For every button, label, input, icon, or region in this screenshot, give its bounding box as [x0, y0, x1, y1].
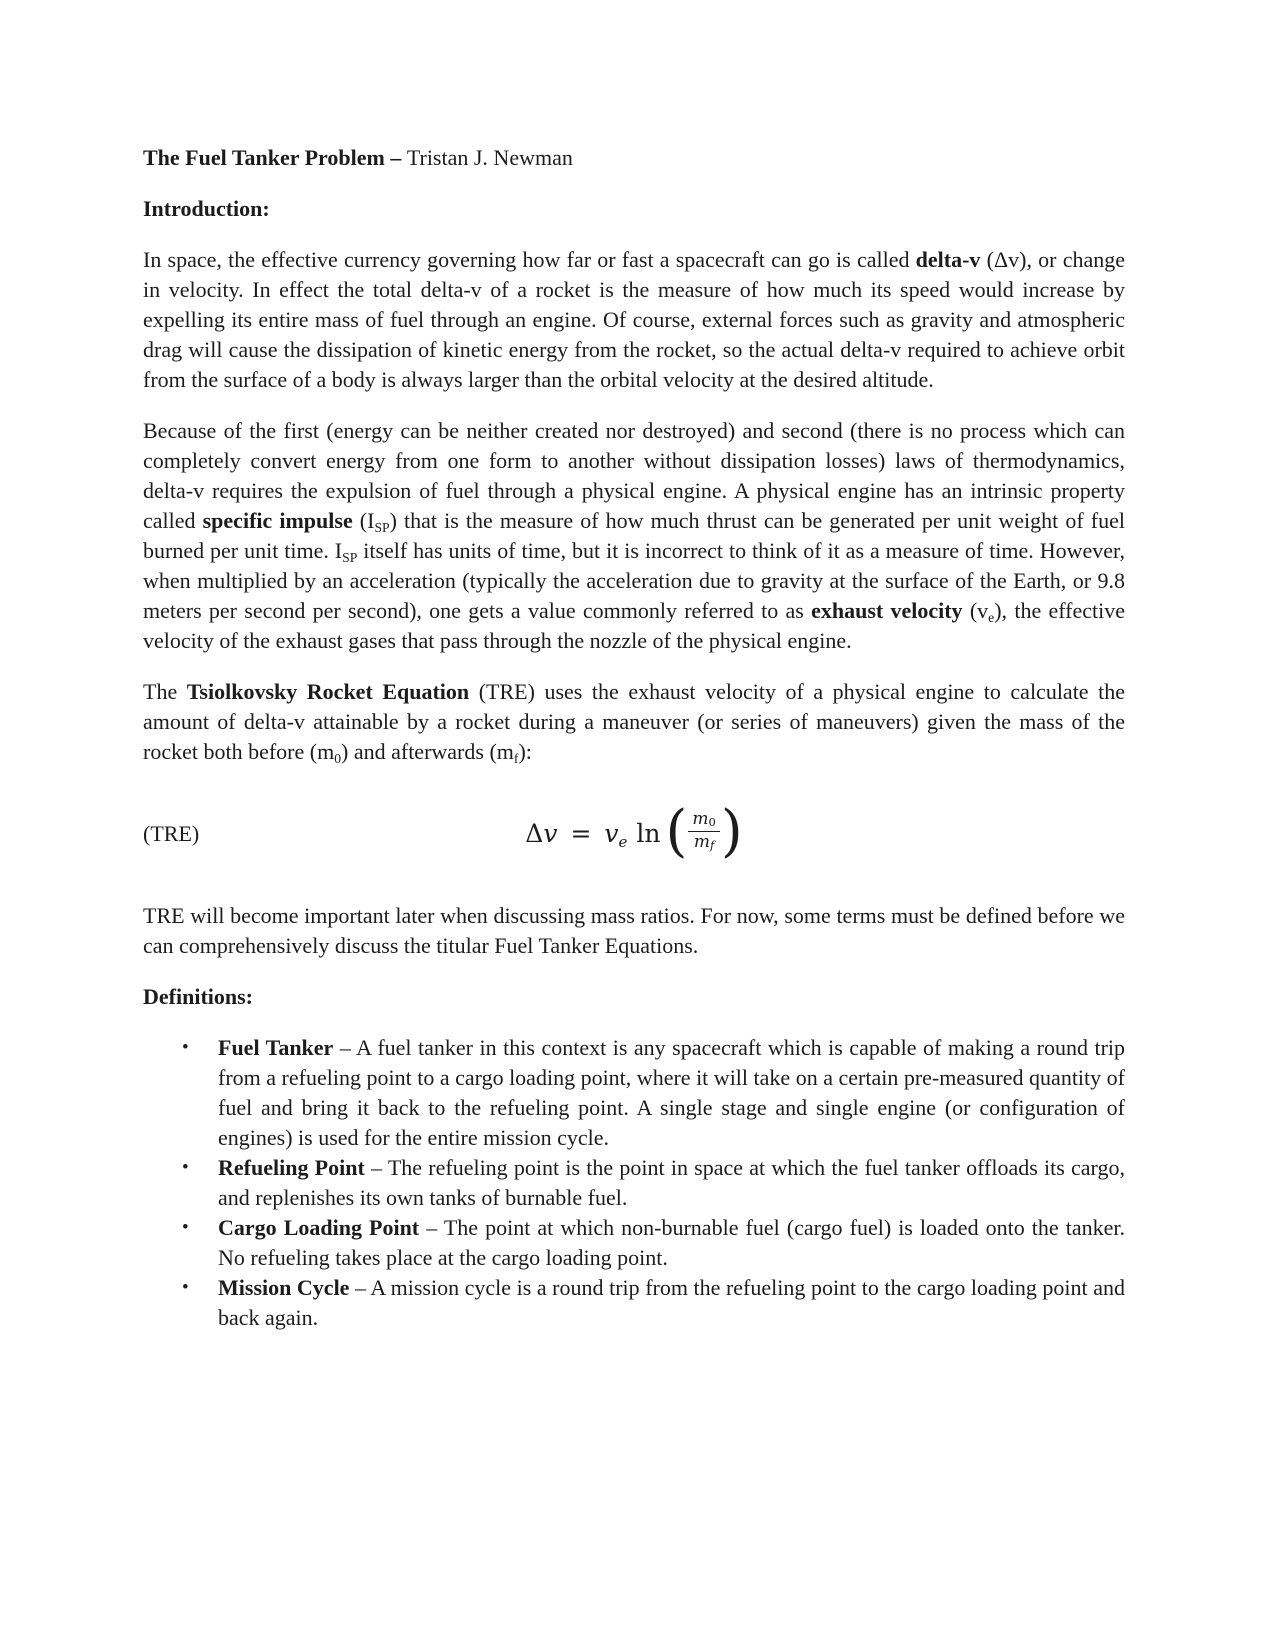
bullet-icon: • — [182, 1277, 189, 1298]
definition-text: – The point at which non-burnable fuel (cargo fuel) is loaded onto the tanker. No refueling takes place at the cargo loading point. — [218, 1215, 1125, 1270]
definition-item-refueling-point — [143, 1153, 1125, 1213]
definition-term: Refueling Point — [218, 1155, 365, 1180]
bullet-icon: • — [182, 1157, 189, 1178]
text-run: ) that is the measure of how much thrust can be generated per unit weight of fuel burned per unit time. I — [143, 508, 1125, 563]
tre-equation: Δ v = v e ln ( $\frac{m_0}{m_f}$ ) — [525, 799, 743, 864]
intro-heading: Introduction: — [143, 196, 270, 221]
initial-mass-subscript: 0 — [708, 815, 716, 830]
definition-text: – A mission cycle is a round trip from the refueling point to the cargo loading point and back again. — [218, 1275, 1125, 1330]
fraction-numerator — [688, 810, 719, 832]
mass-ratio-fraction — [688, 810, 719, 852]
ln-function: ln — [636, 819, 661, 848]
definition-item-cargo-loading-point — [143, 1213, 1125, 1273]
bullet-icon: • — [182, 1037, 189, 1058]
definition-term: Mission Cycle — [218, 1275, 350, 1300]
definitions-list — [143, 1033, 1125, 1333]
paragraph-delta-v — [143, 245, 1125, 395]
text-run: (Δv), or change in velocity. In effect the total delta-v of a rocket is the measure of how much its speed would increase by expelling its entire mass of fuel through an engine. Of course, external forces such as gravity and atmospheric drag will cause the dissipation of kinetic energy from the rocket, so the actual delta-v required to achieve orbit from the surface of a body is always larger than the orbital velocity at the desired altitude. — [143, 247, 1125, 392]
paragraph-specific-impulse — [143, 416, 1125, 656]
definition-text: – The refueling point is the point in space at which the fuel tanker offloads its cargo, and replenishes its own tanks of burnable fuel. — [218, 1155, 1125, 1210]
velocity-variable: v — [543, 819, 558, 848]
paragraph-mass-ratios: TRE will become important later when discussing mass ratios. For now, some terms must be defined before we can comprehensively discuss the titular Fuel Tanker Equations. — [143, 903, 1125, 958]
subscript-run-mf: f — [513, 750, 519, 766]
subscript-run-ve: e — [988, 609, 995, 625]
definition-text: – A fuel tanker in this context is any spacecraft which is capable of making a round trip from a refueling point to a cargo loading point, where it will take on a certain pre-measured quantity of fuel and bring it back to the refueling point. A single stage and single engine (or configuration of engines) is used for the entire mission cycle. — [218, 1035, 1126, 1150]
paragraph-tre — [143, 677, 1125, 767]
text-run: (TRE) uses the exhaust velocity of a physical engine to calculate the amount of delta-v attainable by a rocket during a maneuver (or series of maneuvers) given the mass of the rocket both before (m — [143, 679, 1125, 764]
initial-mass-variable: m — [692, 808, 709, 829]
title-text: The Fuel Tanker Problem – — [143, 145, 407, 170]
title-author: Tristan J. Newman — [406, 145, 573, 170]
text-run: Because of the first (energy can be neither created nor destroyed) and second (there is no process which can completely convert energy from one form to another without dissipation losses) laws of thermodynamics, delta-v requires the expulsion of fuel through a physical engine. A physical engine has an intrinsic property called — [143, 418, 1125, 533]
bold-run-delta-v: delta-v — [915, 247, 981, 272]
final-mass-variable: m — [693, 831, 711, 852]
bold-run-exhaust-velocity: exhaust velocity — [811, 598, 963, 623]
exhaust-velocity-variable: v — [604, 819, 619, 848]
text-run: ): — [518, 739, 532, 764]
text-run: ), the effective velocity of the exhaust gases that pass through the nozzle of the physical engine. — [143, 598, 1126, 653]
bold-run-specific-impulse: specific impulse — [202, 508, 353, 533]
text-run: ) and afterwards (m — [341, 739, 514, 764]
delta-symbol: Δ — [525, 819, 544, 848]
definition-term: Fuel Tanker — [218, 1035, 334, 1060]
equation-label: (TRE) — [143, 821, 200, 846]
text-run: The — [143, 679, 187, 704]
subscript-run-isp: SP — [374, 519, 390, 535]
text-run: (v — [962, 598, 989, 623]
definition-item-fuel-tanker — [143, 1033, 1125, 1153]
bold-run-tsiolkovsky: Tsiolkovsky Rocket Equation — [186, 679, 470, 704]
equals-sign: = — [570, 819, 592, 848]
definition-term: Cargo Loading Point — [218, 1215, 420, 1240]
definition-item-mission-cycle — [143, 1273, 1125, 1333]
final-mass-subscript: f — [710, 837, 715, 852]
subscript-run-m0: 0 — [334, 750, 342, 766]
bullet-icon: • — [182, 1217, 189, 1238]
text-run: (I — [352, 508, 375, 533]
equation-block — [143, 788, 1125, 880]
text-run: itself has units of time, but it is incorrect to think of it as a measure of time. However, when multiplied by an acceleration (typically the acceleration due to gravity at the surface of the Earth, or 9.8 meters per second per second), one gets a value commonly referred to as — [143, 538, 1125, 623]
text-run: In space, the effective currency governing how far or fast a spacecraft can go is called — [143, 247, 916, 272]
fraction-denominator — [688, 832, 719, 853]
definitions-heading: Definitions: — [143, 984, 253, 1009]
subscript-run-isp: SP — [342, 549, 358, 565]
document-title — [143, 143, 1125, 173]
